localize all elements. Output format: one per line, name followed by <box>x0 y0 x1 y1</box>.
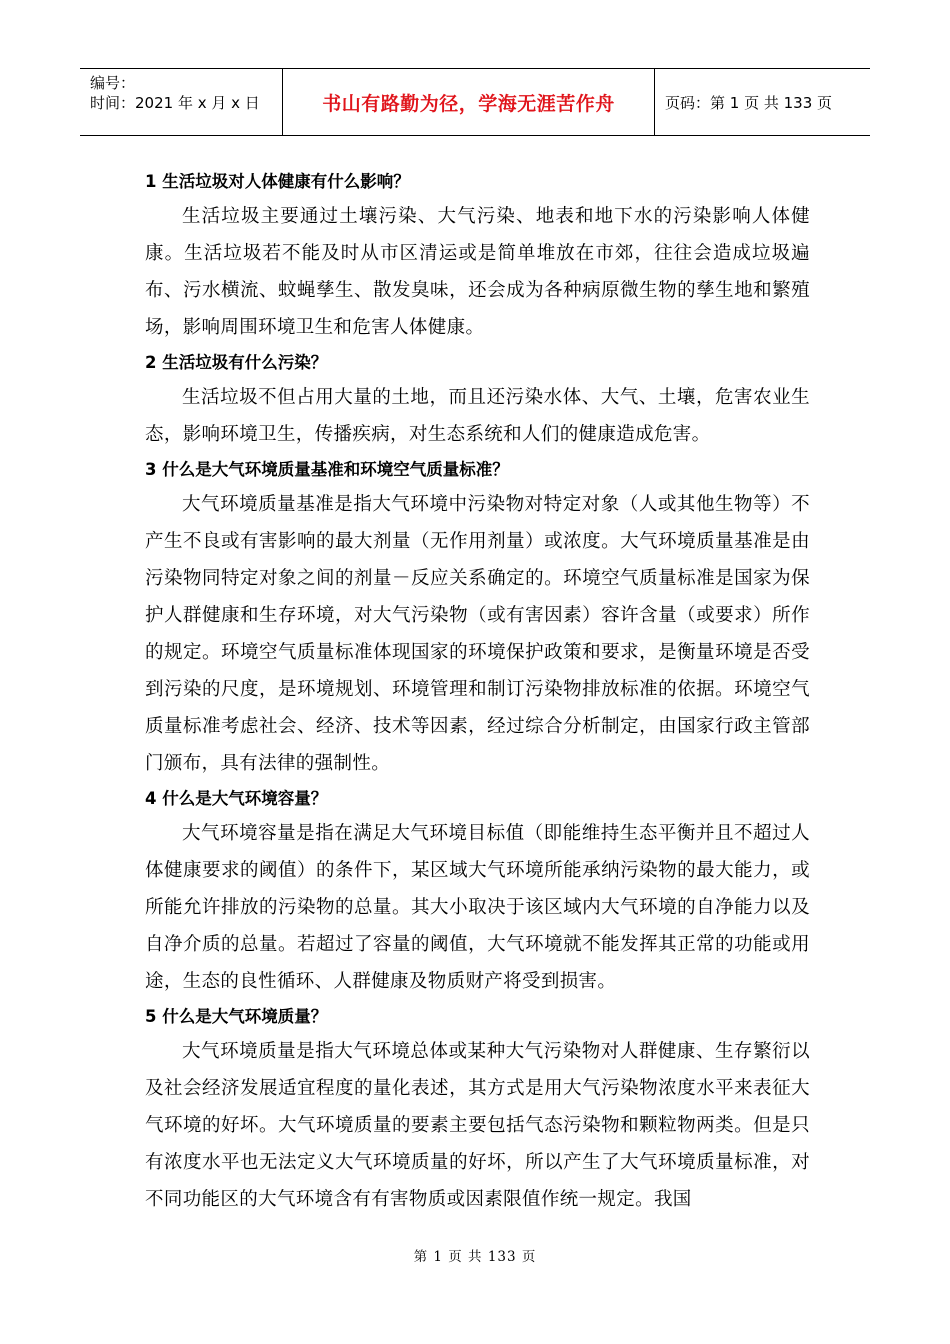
qa-section <box>145 783 810 1000</box>
document-body <box>145 166 810 1219</box>
answer-paragraph: 生活垃圾主要通过土壤污染、大气污染、地表和地下水的污染影响人体健康。生活垃圾若不能及时从市区清运或是简单堆放在市郊，往往会造成垃圾遍布、污水横流、蚊蝇孳生、散发臭味，还会成为各种病原微生物的孳生地和繁殖场，影响周围环境卫生和危害人体健康。 <box>145 206 810 338</box>
document-date: 时间：2021 年 x 月 x 日 <box>90 94 260 112</box>
header-page-number: 页码：第 1 页 共 133 页 <box>665 93 833 112</box>
answer-paragraph: 大气环境质量是指大气环境总体或某种大气污染物对人群健康、生存繁衍以及社会经济发展适宜程度的量化表述，其方式是用大气污染物浓度水平来表征大气环境的好坏。大气环境质量的要素主要包括气态污染物和颗粒物两类。但是只有浓度水平也无法定义大气环境质量的好坏，所以产生了大气环境质量标准，对不同功能区的大气环境含有有害物质或因素限值作统一规定。我国 <box>145 1041 810 1210</box>
answer-paragraph: 大气环境质量基准是指大气环境中污染物对特定对象（人或其他生物等）不产生不良或有害影响的最大剂量（无作用剂量）或浓度。大气环境质量基准是由污染物同特定对象之间的剂量－反应关系确定的。环境空气质量标准是国家为保护人群健康和生存环境，对大气污染物（或有害因素）容许含量（或要求）所作的规定。环境空气质量标准体现国家的环境保护政策和要求，是衡量环境是否受到污染的尺度，是环境规划、环境管理和制订污染物排放标准的依据。环境空气质量标准考虑社会、经济、技术等因素，经过综合分析制定，由国家行政主管部门颁布，具有法律的强制性。 <box>145 494 810 774</box>
question-heading: 5 什么是大气环境质量？ <box>145 1007 328 1026</box>
question-heading: 1 生活垃圾对人体健康有什么影响？ <box>145 172 410 191</box>
answer-paragraph: 大气环境容量是指在满足大气环境目标值（即能维持生态平衡并且不超过人体健康要求的阈值）的条件下，某区域大气环境所能承纳污染物的最大能力，或所能允许排放的污染物的总量。其大小取决于该区域内大气环境的自净能力以及自净介质的总量。若超过了容量的阈值，大气环境就不能发挥其正常的功能或用途，生态的良性循环、人群健康及物质财产将受到损害。 <box>145 823 810 992</box>
page-footer: 第 1 页 共 133 页 <box>413 1249 537 1265</box>
document-header <box>80 68 870 136</box>
document-code-label: 编号： <box>90 74 136 92</box>
qa-section <box>145 166 810 346</box>
answer-paragraph: 生活垃圾不但占用大量的土地，而且还污染水体、大气、土壤，危害农业生态，影响环境卫生，传播疾病，对生态系统和人们的健康造成危害。 <box>145 387 810 445</box>
question-heading: 3 什么是大气环境质量基准和环境空气质量标准？ <box>145 460 509 479</box>
qa-section <box>145 454 810 782</box>
question-heading: 4 什么是大气环境容量？ <box>145 789 328 808</box>
question-heading: 2 生活垃圾有什么污染？ <box>145 353 328 372</box>
header-motto: 书山有路勤为径，学海无涯苦作舟 <box>282 69 655 135</box>
qa-section <box>145 1001 810 1218</box>
header-meta <box>80 69 282 135</box>
qa-section <box>145 347 810 453</box>
